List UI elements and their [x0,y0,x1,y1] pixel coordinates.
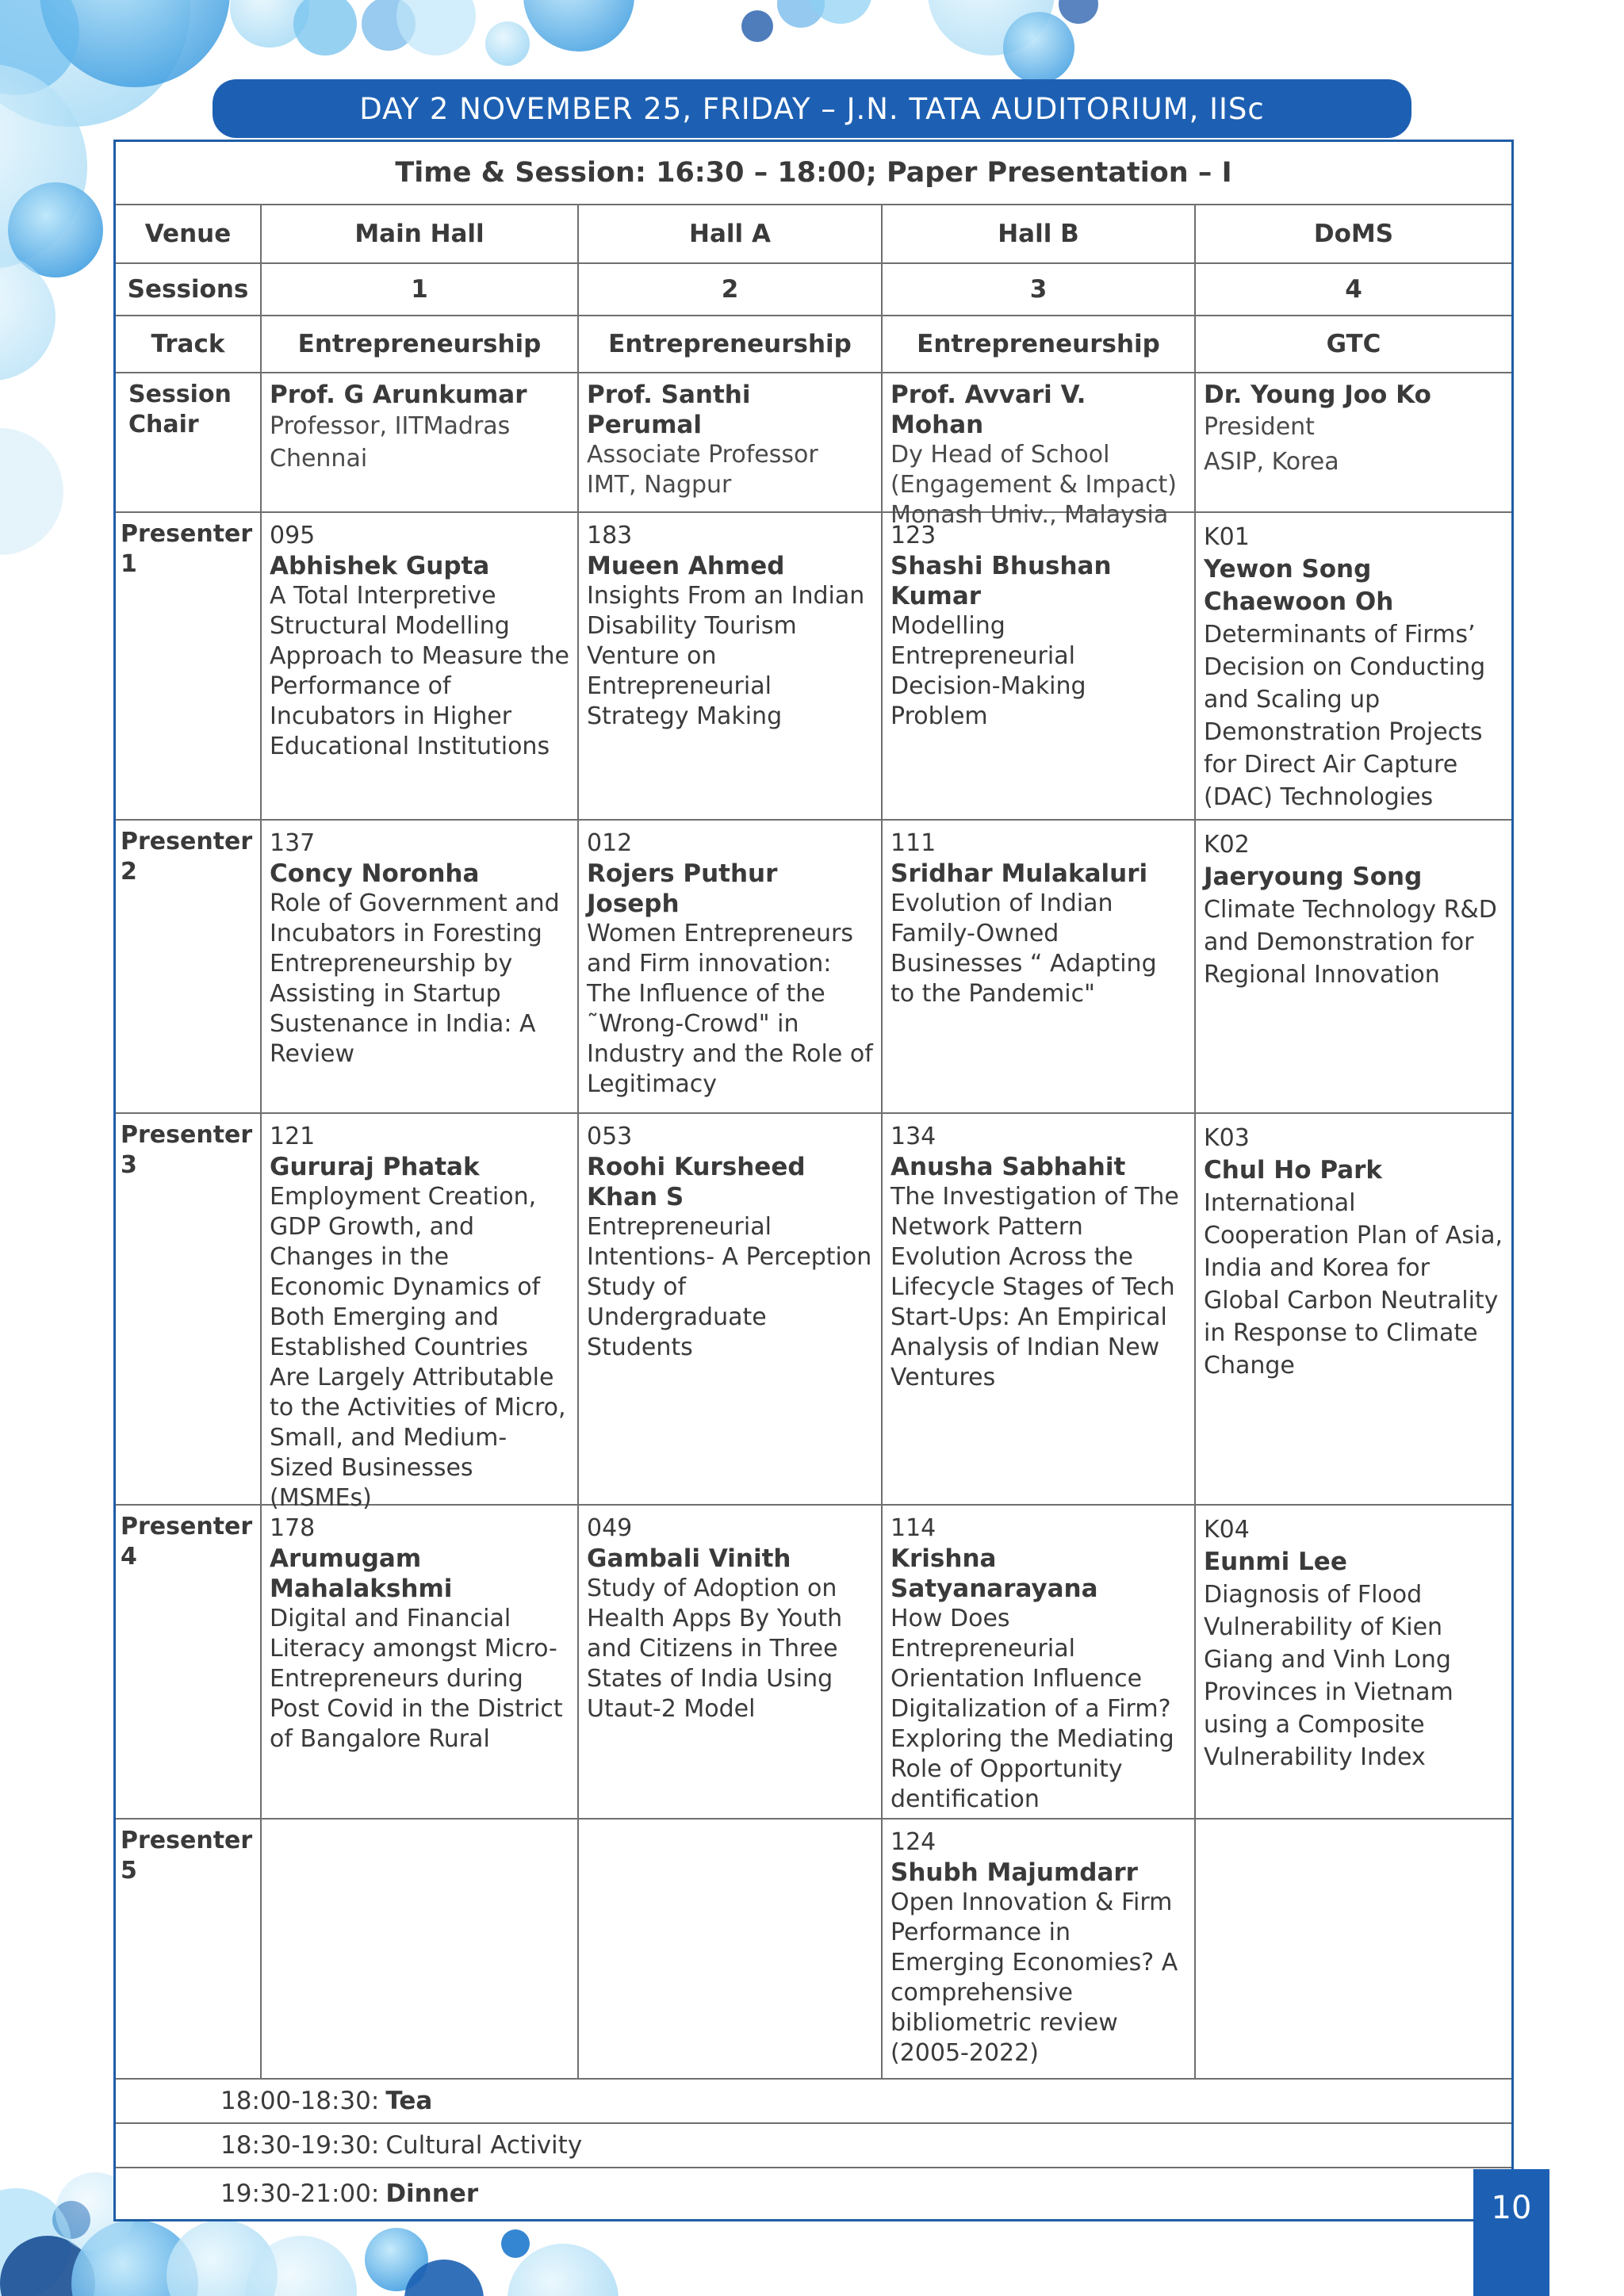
chair-hall-a [579,373,883,511]
chair-detail: ASIP, Korea [1204,448,1339,476]
presenter-name: Jaeryoung Song [1204,863,1423,891]
paper-title: Study of Adoption on Health Apps By Youth and Citizens in Three States of India Using Utaut-2 Model [587,1575,843,1723]
track-name: Entrepreneurship [262,316,579,372]
presenter-name: Chul Ho Park [1204,1156,1383,1184]
chair-detail: Professor, IITMadras [270,412,511,440]
page-number: 10 [1473,2169,1549,2296]
session-title-row [116,142,1511,205]
paper-id: 114 [891,1514,936,1542]
presenter-name: Abhishek Gupta [270,552,490,580]
chair-hall-b [883,373,1196,529]
paper-id: 178 [270,1514,316,1542]
presenter-label: Presenter 1 [116,513,262,819]
presenter-cell [1196,1114,1511,1504]
venue-hall-a: Hall A [579,205,883,262]
paper-id: 012 [587,829,633,857]
venue-row [116,205,1511,264]
presenter-cell [262,513,579,819]
footer-row-cultural [116,2124,1511,2168]
footer-time: 18:30-19:30: [220,2131,380,2160]
presenter-cell [579,513,883,819]
paper-id: 049 [587,1514,633,1542]
presenter-2-row [116,821,1511,1114]
paper-title: Role of Government and Incubators in Foresting Entrepreneurship by Assisting in Startup Sustenance in India: A Review [270,890,560,1068]
paper-id: K02 [1204,831,1250,859]
paper-title: Determinants of Firms’ Decision on Conducting and Scaling up Demonstration Projects for Direct Air Capture (DAC) Technologies [1204,621,1486,811]
presenter-name: Krishna Satyanarayana [891,1544,1098,1603]
footer-time: 19:30-21:00: [220,2179,380,2208]
session-chair-label-line: Chair [128,411,199,438]
session-number: 4 [1345,275,1362,304]
track-name: Entrepreneurship [883,316,1196,372]
session-chair-label-line: Session [128,381,232,408]
presenter-5-row [116,1820,1511,2080]
presenter-cell [883,821,1196,1112]
presenter-name: Sridhar Mulakaluri [891,859,1148,888]
day-banner: DAY 2 NOVEMBER 25, FRIDAY – J.N. TATA AUDITORIUM, IISc [213,79,1411,138]
presenter-cell [262,1506,579,1818]
paper-title: A Total Interpretive Structural Modelling Approach to Measure the Performance of Incubators in Higher Educational Institutions [270,582,569,760]
footer-event: Dinner [385,2179,479,2208]
session-number: 2 [579,264,883,315]
track-name: Entrepreneurship [579,316,883,372]
paper-id: 134 [891,1123,936,1150]
paper-title: Insights From an Indian Disability Tourism Venture on Entrepreneurial Strategy Making [587,582,865,730]
venue-main-hall: Main Hall [262,205,579,262]
chair-name: Prof. G Arunkumar [270,381,527,409]
sessions-row [116,264,1511,316]
venue-label: Venue [116,205,262,262]
chair-detail: IMT, Nagpur [587,471,732,499]
presenter-cell [262,821,579,1112]
chair-name: Prof. Avvari V. Mohan [891,381,1086,439]
track-name: GTC [1326,330,1381,358]
presenter-cell [579,1820,883,2078]
paper-title: Digital and Financial Literacy amongst Micro-Entrepreneurs during Post Covid in the District of Bangalore Rural [270,1605,563,1753]
presenter-name: Gururaj Phatak [270,1153,480,1181]
presenter-name: Gambali Vinith [587,1544,791,1573]
chair-name: Prof. Santhi Perumal [587,381,751,439]
session-number: 1 [262,264,579,315]
presenter-label: Presenter 5 [116,1820,262,2078]
presenter-name: Anusha Sabhahit [891,1153,1126,1181]
chair-detail: Chennai [270,445,368,473]
paper-id: K04 [1204,1516,1250,1544]
paper-title: International Cooperation Plan of Asia, India and Korea for Global Carbon Neutrality in Response to Climate Change [1204,1189,1503,1380]
presenter-name: Roohi Kursheed Khan S [587,1153,806,1211]
presenter-cell [1196,1820,1511,2078]
presenter-cell [579,821,883,1112]
presenter-cell [883,1506,1196,1818]
presenter-name: Arumugam Mahalakshmi [270,1544,453,1603]
footer-time: 18:00-18:30: [220,2087,380,2115]
chair-detail: President [1204,413,1315,441]
presenter-cell [579,1114,883,1504]
paper-id: 053 [587,1123,633,1150]
paper-title: Diagnosis of Flood Vulnerability of Kien Giang and Vinh Long Provinces in Vietnam using a Composite Vulnerability Index [1204,1581,1454,1771]
chair-doms [1196,373,1511,511]
paper-title: Women Entrepreneurs and Firm innovation: The Influence of the ˜Wrong-Crowd" in Industry and the Role of Legitimacy [587,920,873,1098]
presenter-3-row [116,1114,1511,1512]
presenter-name: Concy Noronha [270,859,480,888]
paper-title: Employment Creation, GDP Growth, and Changes in the Economic Dynamics of Both Emerging and Established Countries Are Largely Attributable to the Activities of Micro, Small, and Medium-Sized Businesses (MSMEs) [270,1183,566,1512]
paper-id: K03 [1204,1124,1250,1152]
paper-title: The Investigation of The Network Pattern Evolution Across the Lifecycle Stages of Tech Start-Ups: An Empirical Analysis of Indian New Ventures [891,1183,1179,1391]
chair-detail: (Engagement & Impact) [891,471,1177,499]
paper-title: How Does Entrepreneurial Orientation Influence Digitalization of a Firm? Exploring the Mediating Role of Opportunity dentification [891,1605,1174,1813]
presenter-name: Shubh Majumdarr [891,1858,1138,1887]
presenter-cell [262,1820,579,2078]
chair-name: Dr. Young Joo Ko [1204,381,1431,409]
footer-event: Cultural Activity [385,2131,583,2160]
chair-main-hall [262,373,579,511]
paper-id: 095 [270,522,316,549]
paper-id: 121 [270,1123,316,1150]
presenter-cell [883,1820,1196,2078]
presenter-name: Mueen Ahmed [587,552,785,580]
presenter-label: Presenter 4 [116,1506,262,1818]
paper-title: Open Innovation & Firm Performance in Emerging Economies? A comprehensive bibliometric review (2005-2022) [891,1888,1178,2067]
chair-detail: Monash Univ., Malaysia [891,501,1169,529]
session-chair-row [116,373,1511,529]
presenter-1-row [116,513,1511,821]
paper-title: Evolution of Indian Family-Owned Businesses “ Adapting to the Pandemic" [891,890,1157,1008]
track-label: Track [116,316,262,372]
presenter-cell [262,1114,579,1512]
paper-title: Entrepreneurial Intentions- A Perception Study of Undergraduate Students [587,1213,872,1361]
presenter-name: Shashi Bhushan Kumar [891,552,1112,610]
footer-row-tea [116,2080,1511,2124]
presenter-label: Presenter 3 [116,1114,262,1504]
paper-title: Climate Technology R&D and Demonstration for Regional Innovation [1204,896,1497,989]
presenter-label: Presenter 2 [116,821,262,1112]
paper-id: K01 [1204,523,1250,551]
presenter-name: Eunmi Lee [1204,1548,1347,1576]
venue-hall-b: Hall B [883,205,1196,262]
session-title: Time & Session: 16:30 – 18:00; Paper Presentation – I [395,157,1232,189]
chair-detail: Dy Head of School [891,441,1110,469]
presenter-name: Rojers Puthur Joseph [587,859,778,918]
presenter-cell [1196,513,1511,819]
track-row [116,316,1511,373]
paper-id: 123 [891,522,936,549]
schedule-table [113,140,1514,2221]
presenter-4-row [116,1506,1511,1820]
presenter-cell [883,1114,1196,1504]
presenter-cell [579,1506,883,1818]
paper-title: Modelling Entrepreneurial Decision-Making Problem [891,612,1086,730]
footer-row-dinner [116,2168,1511,2219]
presenter-cell [883,513,1196,819]
presenter-cell [1196,821,1511,1112]
paper-id: 183 [587,522,633,549]
venue-doms: DoMS [1313,220,1394,248]
presenter-cell [1196,1506,1511,1818]
paper-id: 111 [891,829,936,857]
session-chair-label [116,373,262,511]
paper-id: 124 [891,1828,936,1856]
session-number: 3 [883,264,1196,315]
paper-id: 137 [270,829,316,857]
presenter-name: Yewon Song Chaewoon Oh [1204,555,1394,616]
sessions-label: Sessions [116,264,262,315]
chair-detail: Associate Professor [587,441,818,469]
footer-event: Tea [385,2087,433,2115]
